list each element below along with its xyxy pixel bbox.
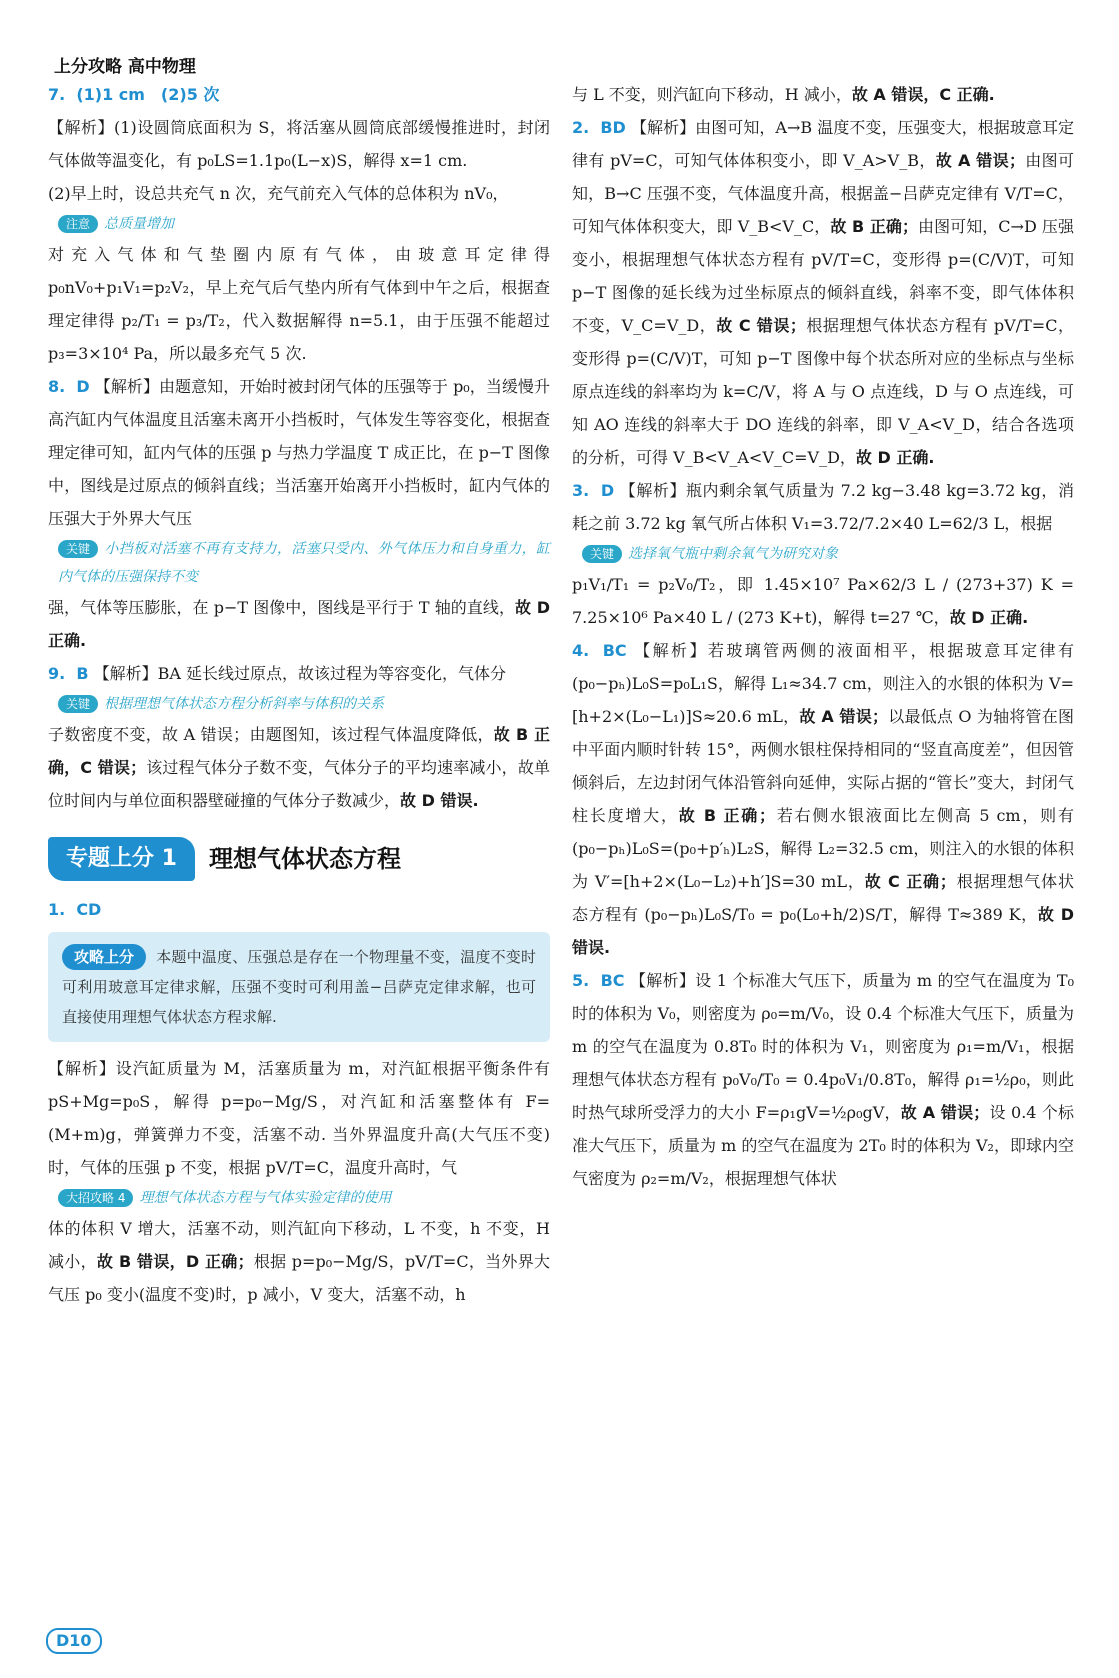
q3-note: 关键 选择氧气瓶中剩余氧气为研究对象 [572,540,1074,568]
q7-note: 注意 总质量增加 [48,210,550,238]
strategy-text: 本题中温度、压强总是存在一个物理量不变，温度不变时可利用玻意耳定律求解，压强不变时可利用盖−吕萨克定律求解，也可直接使用理想气体状态方程求解. [62,948,536,1026]
note-badge: 注意 [58,215,98,233]
note-badge: 关键 [58,695,98,713]
right-column [572,78,1074,1598]
t1-head: 1. CD [48,900,102,919]
q8-note: 关键 小挡板对活塞不再有支持力，活塞只受内、外气体压力和自身重力，缸内气体的压强保持不变 [58,541,550,585]
topic-chip: 专题上分 1 [48,837,195,881]
q7-p1: 【解析】(1)设圆筒底面积为 S，将活塞从圆筒底部缓慢推进时，封闭气体做等温变化，有 p₀LS=1.1p₀(L−x)S，解得 x=1 cm. [48,118,550,170]
q9-answer: B [76,664,89,683]
q9-p1: 【解析】BA 延长线过原点，故该过程为等容变化，气体分 [93,664,507,683]
q3-p2: p₁V₁/T₁ = p₂V₀/T₂，即 1.45×10⁷ Pa×62/3 L / (273+37) K = 7.25×10⁶ Pa×40 L / (273 K+t)，解得 t=27 ℃，故 D 正确. [572,575,1074,627]
q2: 2. BD 【解析】由图可知，A→B 温度不变，压强变大，根据玻意耳定律有 pV=C，可知气体体积变小，即 V_A>V_B，故 A 错误；由图可知，B→C 压强不变，气体温度升高，根据盖−吕萨克定律有 V/T=C，可知气体体积变大，即 V_B<V_C，故 B 正确；由图可知，C→D 压强变小，根据理想气体状态方程有 pV/T=C，变形得 p=(C/V)T，可知 p−T 图像的延长线为过坐标原点的倾斜直线，斜率不变，即气体体积不变，V_C=V_D，故 C 错误；根据理想气体状态方程有 pV/T=C，变形得 p=(C/V)T，可知 p−T 图像中每个状态所对应的坐标点与坐标原点连线的斜率均为 k=C/V，将 A 与 O 点连线，D 与 O 点连线，可知 AO 连线的斜率大于 DO 连线的斜率，即 V_A<V_D，结合各选项的分析，可得 V_B<V_A<V_C=V_D，故 D 正确. [572,118,1074,467]
q5: 5. BC 【解析】设 1 个标准大气压下，质量为 m 的空气在温度为 T₀ 时的体积为 V₀，则密度为 ρ₀=m/V₀，设 0.4 个标准大气压下，质量为 m 的空气在温度为 0.8T₀ 时的体积为 V₁，则密度为 ρ₁=m/V₁，根据理想气体状态方程有 p₀V₀/T₀ = 0.4p₀V₁/0.8T₀，解得 ρ₁=½ρ₀，则此时热气球所受浮力的大小 F=ρ₁gV=½ρ₀gV，故 A 错误；设 0.4 个标准大气压下，质量为 m 的空气在温度为 2T₀ 时的体积为 V₂，即球内空气密度为 ρ₂=m/V₂，根据理想气体状 [572,971,1075,1188]
strategy-label: 攻略上分 [62,944,146,970]
note-badge: 大招攻略 4 [58,1189,133,1207]
topic-title: 理想气体状态方程 [208,844,401,873]
t1-note: 大招攻略 4 理想气体状态方程与气体实验定律的使用 [48,1184,550,1212]
two-columns [48,78,1074,1598]
q3-answer: D [600,481,615,500]
q8-head: 8. D 【解析】由题意知，开始时被封闭气体的压强等于 p₀，当缓慢升高汽缸内气体温度且活塞未离开小挡板时，气体发生等容变化，根据查理定律可知，缸内气体的压强 p 与热力学温度 T 成正比，在 p−T 图像中，图线是过原点的倾斜直线；当活塞开始离开小挡板时，缸内气体的压强大于外界大气压 [48,377,550,528]
t1-answer: CD [76,900,102,919]
q4: 4. BC 【解析】若玻璃管两侧的液面相平，根据玻意耳定律有 (p₀−pₕ)L₀S=p₀L₁S，解得 L₁≈34.7 cm，则注入的水银的体积为 V=[h+2×(L₀−L₁)]S≈20.6 mL，故 A 错误；以最低点 O 为轴将管在图中平面内顺时针转 15°，两侧水银柱保持相同的“竖直高度差”，但因管倾斜后，左边封闭气体沿管斜向延伸，实际占据的“管长”变大，封闭气柱长度增大，故 B 正确；若右侧水银液面比左侧高 5 cm，则有 (p₀−pₕ)L₀S=(p₀+p′ₕ)L₂S，解得 L₂=32.5 cm，则注入的水银的体积为 V′=[h+2×(L₀−L₂)+h′]S=30 mL，故 C 正确；根据理想气体状态方程有 (p₀−pₕ)L₀S/T₀ = p₀(L₀+h/2)S/T，解得 T≈389 K，故 D 错误. [572,641,1074,957]
t1-p2: 体的体积 V 增大，活塞不动，则汽缸向下移动，L 不变，h 不变，H 减小，故 B 错误，D 正确；根据 p=p₀−Mg/S，pV/T=C，当外界大气压 p₀ 变小(温度不变)时，p 减小，V 变大，活塞不动，h [48,1219,550,1304]
q7-head: 7. (1)1 cm (2)5 次 [48,85,220,104]
left-column [48,78,550,1598]
q7-p3: 对充入气体和气垫圈内原有气体，由玻意耳定律得 p₀nV₀+p₁V₁=p₂V₂，早上充气后气垫内所有气体到中午之后，根据查理定律得 p₂/T₁ = p₃/T₂，代入数据解得 n=5.1，由于压强不能超过 p₃=3×10⁴ Pa，所以最多充气 5 次. [48,245,550,363]
q3: 3. D 【解析】瓶内剩余氧气质量为 7.2 kg−3.48 kg=3.72 kg，消耗之前 3.72 kg 氧气所占体积 V₁=3.72/7.2×40 L=62/3 L，根据 [572,481,1074,533]
strategy-box [48,932,550,1042]
q9-note: 关键 根据理想气体状态方程分析斜率与体积的关系 [48,690,550,718]
q8-p1: 【解析】由题意知，开始时被封闭气体的压强等于 p₀，当缓慢升高汽缸内气体温度且活塞未离开小挡板时，气体发生等容变化，根据查理定律可知，缸内气体的压强 p 与热力学温度 T 成正比，在 p−T 图像中，图线是过原点的倾斜直线；当活塞开始离开小挡板时，缸内气体的压强大于外界大气压 [48,377,550,528]
note-badge: 关键 [582,545,622,563]
q2-answer: BD [600,118,626,137]
q4-answer: BC [602,641,627,660]
q9-p2: 子数密度不变，故 A 错误；由题图知，该过程气体温度降低，故 B 正确，C 错误；该过程气体分子数不变，气体分子的平均速率减小，故单位时间内与单位面积器壁碰撞的气体分子数减少，故 D 错误. [48,725,550,810]
q8-p2: 强，气体等压膨胀，在 p−T 图像中，图线是平行于 T 轴的直线，故 D 正确. [48,598,550,650]
q8-answer: D [76,377,90,396]
q7-p2: (2)早上时，设总共充气 n 次，充气前充入气体的总体积为 nV₀， [48,184,509,203]
q5-answer: BC [600,971,625,990]
cont-p1: 与 L 不变，则汽缸向下移动，H 减小，故 A 错误，C 正确. [572,85,995,104]
q7-answer: (1)1 cm (2)5 次 [76,85,220,104]
topic-heading [48,835,550,883]
q9-head: 9. B 【解析】BA 延长线过原点，故该过程为等容变化，气体分 [48,664,507,683]
page-number: D10 [46,1628,102,1654]
running-header: 上分攻略 高中物理 [54,57,196,77]
t1-p1: 【解析】设汽缸质量为 M，活塞质量为 m，对汽缸根据平衡条件有 pS+Mg=p₀S，解得 p=p₀−Mg/S，对汽缸和活塞整体有 F=(M+m)g，弹簧弹力不变，活塞不动. 当外界温度升高(大气压不变)时，气体的压强 p 不变，根据 pV/T=C，温度升高时，气 [48,1059,550,1177]
note-badge: 关键 [58,540,98,558]
